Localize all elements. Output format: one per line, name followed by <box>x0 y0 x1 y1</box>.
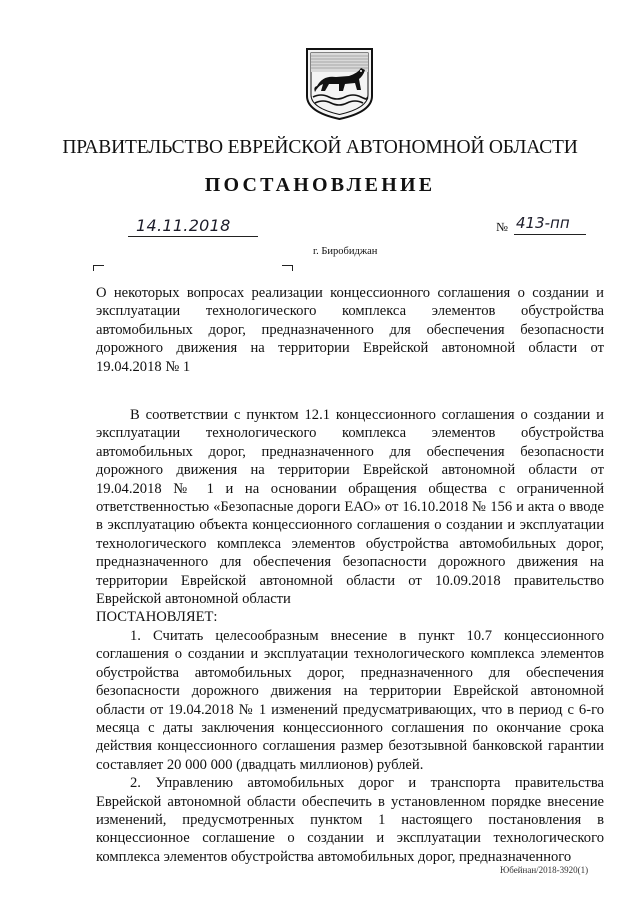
document-type-title: ПОСТАНОВЛЕНИЕ <box>204 174 436 196</box>
document-number <box>496 214 586 238</box>
handwritten-number: 413-пп <box>516 214 570 232</box>
item-paragraph-2: 2. Управлению автомобильных дорог и транспорта правительства Еврейской автономной области обеспечить в установленном порядке внесение изменений, предусмотренных пунктом 1 настоящего постановления в концессионное соглашение о создании и эксплуатации технологического комплекса элементов обустройства автомобильных дорог, предназначенного <box>96 775 604 865</box>
item-paragraph-1: 1. Считать целесообразным внесение в пункт 10.7 концессионного соглашения о создании и эксплуатации технологического комплекса элементов обустройства автомобильных дорог, предназначенного для обеспечения безопасности дорожного движения на территории Еврейской автономной области от 19.04.2018 № 1 изменений предусматривающих, что в период с 6-го месяца с даты заключения концессионного соглашения по окончание срока действия концессионного соглашения размер безотзывной банковской гарантии составляет 20 000 000 (двадцать миллионов) рублей. <box>96 627 604 773</box>
decree-word: ПОСТАНОВЛЯЕТ: <box>96 609 218 626</box>
number-underline <box>514 234 586 235</box>
number-sign: № <box>496 220 508 234</box>
document-body <box>96 406 604 866</box>
footer-document-code: Юбейнан/2018-3920(1) <box>500 865 589 875</box>
coat-of-arms-tiger-icon <box>303 46 376 122</box>
subject-corner-mark-right <box>282 265 293 271</box>
date-underline <box>128 236 258 237</box>
document-subject: О некоторых вопросах реализации концессионного соглашения о создании и эксплуатации технологического комплекса элементов обустройства автомобильных дорог, предназначенного для обеспечения безопасности дорожного движения на территории Еврейской автономной области от 19.04.2018 № 1 <box>96 285 604 375</box>
handwritten-date: 14.11.2018 <box>136 216 231 235</box>
city-name: г. Биробиджан <box>313 246 378 257</box>
preamble-paragraph: В соответствии с пунктом 12.1 концессионного соглашения о создании и эксплуатации технологического комплекса элементов обустройства автомобильных дорог, предназначенного для обеспечения безопасности дорожного движения на территории Еврейской автономной области от 19.04.2018 № 1 и на основании обращения общества с ограниченной ответственностью «Безопасные дороги ЕАО» от 16.10.2018 № 156 и акта о вводе в эксплуатацию объекта концессионного соглашения о создании и эксплуатации технологического комплекса элементов обустройства автомобильных дорог, предназначенного для обеспечения безопасности дорожного движения на территории Еврейской автономной области от 10.09.2018 правительство Еврейской автономной области <box>96 407 604 608</box>
subject-corner-mark-left <box>93 265 104 271</box>
government-title: ПРАВИТЕЛЬСТВО ЕВРЕЙСКОЙ АВТОНОМНОЙ ОБЛАСТИ <box>62 137 578 158</box>
document-date <box>128 216 258 240</box>
